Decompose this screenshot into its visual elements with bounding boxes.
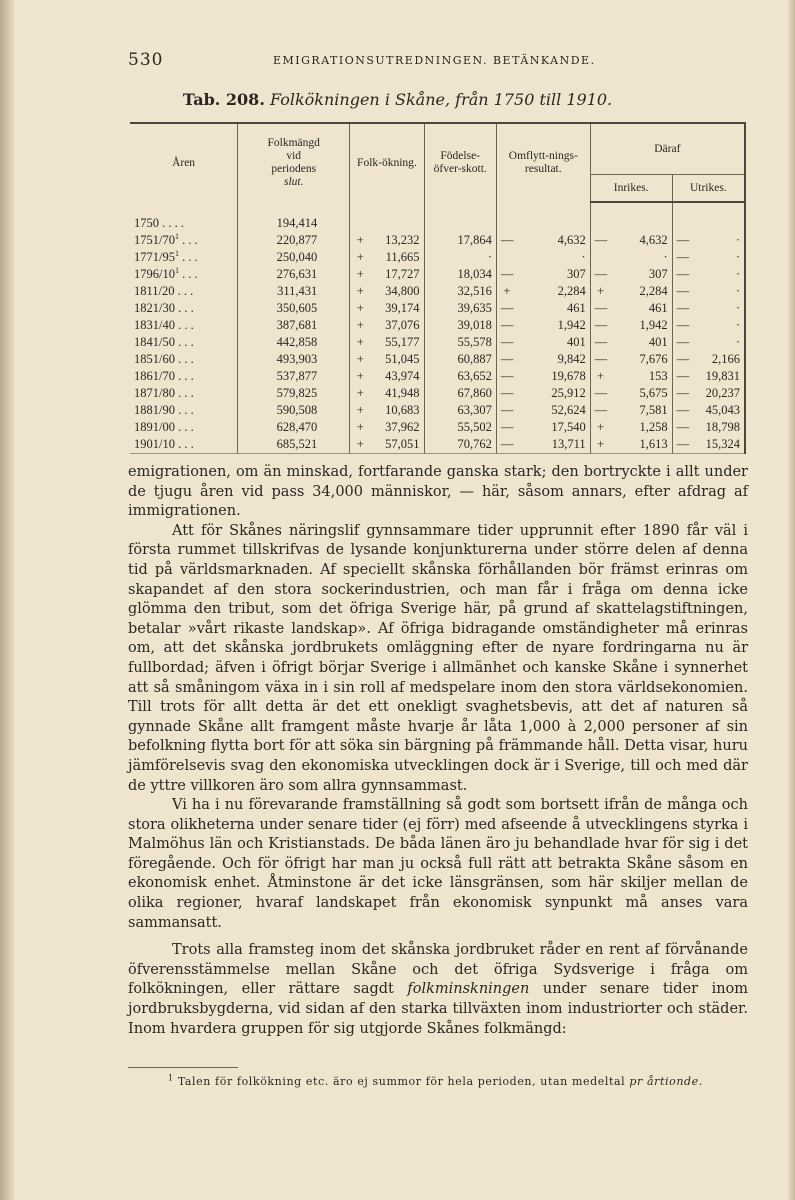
population-table: [130, 122, 746, 454]
cell-excess: 70,762: [424, 436, 496, 454]
cell-domestic: + 153: [590, 368, 672, 385]
cell-excess: 32,516: [424, 283, 496, 300]
cell-years: $1751/70^1$ . . .: [130, 232, 238, 249]
cell-population: 579,825: [238, 385, 350, 402]
cell-increase: + 37,076: [350, 317, 424, 334]
cell-foreign: — 45,043: [672, 402, 745, 419]
cell-population: 442,858: [238, 334, 350, 351]
paragraph: emigrationen, om än minskad, fortfarande ganska stark; den bortryckte i allt under de tjugu åren vid pass 34,000 människor, — här, såsom annars, efter afdrag af immigrationen.: [128, 464, 748, 520]
cell-years: 1901/10 . . .: [130, 436, 238, 454]
cell-migration: ·: [496, 249, 590, 266]
cell-domestic: + 1,613: [590, 436, 672, 454]
cell-years: 1891/00 . . .: [130, 419, 238, 436]
col-header-thereof: Däraf: [590, 123, 745, 175]
cell-domestic: + 1,258: [590, 419, 672, 436]
cell-excess: 63,307: [424, 402, 496, 419]
cell-excess: 55,578: [424, 334, 496, 351]
cell-foreign: — ·: [672, 249, 745, 266]
emphasis: folkminskningen: [407, 981, 530, 998]
table-row: [130, 266, 745, 283]
footnote: [128, 1074, 748, 1090]
cell-domestic: — 4,632: [590, 232, 672, 249]
cell-excess: 55,502: [424, 419, 496, 436]
paragraph: Trots alla framsteg inom det skånska jordbruket råder en rent af förvånande öfverensstämmelse mellan Skåne och det öfriga Sydsverige i fråga om folkökningen, eller rättare sagdt folkminskningen under senare tider inom jordbruksbygderna, vid sidan af den starka tillväxten inom industriorter och städer. Inom hvardera gruppen för sig utgjorde Skånes folkmängd:: [128, 942, 749, 1037]
table-row: [130, 402, 745, 419]
cell-excess: 39,635: [424, 300, 496, 317]
cell-population: 537,877: [238, 368, 350, 385]
cell-domestic: — 307: [590, 266, 672, 283]
cell-foreign: — 2,166: [672, 351, 745, 368]
book-spine-shadow: [0, 0, 14, 1200]
cell-population: 276,631: [238, 266, 350, 283]
cell-foreign: — ·: [672, 317, 745, 334]
footnote-rule: [128, 1067, 238, 1068]
col-header-foreign: Utrikes.: [672, 175, 745, 203]
cell-domestic: — 1,942: [590, 317, 672, 334]
footnote-mark: 1: [168, 1073, 174, 1083]
cell-population: 628,470: [238, 419, 350, 436]
cell-foreign: — ·: [672, 266, 745, 283]
cell-increase: + 11,665: [350, 249, 424, 266]
cell-increase: + 43,974: [350, 368, 424, 385]
cell-domestic: — 7,581: [590, 402, 672, 419]
table-row: [130, 351, 745, 368]
table-row: [130, 300, 745, 317]
cell-years: $1771/95^1$ . . .: [130, 249, 238, 266]
cell-population: 194,414: [238, 202, 350, 232]
cell-domestic: [590, 202, 672, 232]
cell-migration: — 25,912: [496, 385, 590, 402]
cell-increase: + 41,948: [350, 385, 424, 402]
col-header-years: Åren: [130, 123, 238, 202]
cell-years: 1881/90 . . .: [130, 402, 238, 419]
cell-migration: — 401: [496, 334, 590, 351]
cell-migration: — 13,711: [496, 436, 590, 454]
cell-domestic: — 5,675: [590, 385, 672, 402]
cell-foreign: [672, 202, 745, 232]
cell-increase: + 57,051: [350, 436, 424, 454]
cell-population: 220,877: [238, 232, 350, 249]
cell-years: 1831/40 . . .: [130, 317, 238, 334]
cell-domestic: ·: [590, 249, 672, 266]
footnote-emphasis: pr årtionde.: [629, 1075, 703, 1088]
cell-foreign: — 20,237: [672, 385, 745, 402]
cell-years: 1841/50 . . .: [130, 334, 238, 351]
table-body: [130, 202, 745, 454]
cell-population: 250,040: [238, 249, 350, 266]
table-row: [130, 419, 745, 436]
cell-increase: + 37,962: [350, 419, 424, 436]
table-caption: [0, 90, 795, 109]
cell-years: 1861/70 . . .: [130, 368, 238, 385]
table-row: [130, 317, 745, 334]
cell-migration: — 17,540: [496, 419, 590, 436]
cell-years: 1750 . . . .: [130, 202, 238, 232]
cell-migration: — 19,678: [496, 368, 590, 385]
col-header-domestic: Inrikes.: [590, 175, 672, 203]
cell-years: 1811/20 . . .: [130, 283, 238, 300]
cell-foreign: — ·: [672, 334, 745, 351]
cell-years: 1871/80 . . .: [130, 385, 238, 402]
cell-increase: + 39,174: [350, 300, 424, 317]
cell-migration: — 1,942: [496, 317, 590, 334]
cell-excess: 63,652: [424, 368, 496, 385]
table-label: Tab. 208.: [182, 90, 265, 109]
cell-population: 311,431: [238, 283, 350, 300]
table-row: [130, 385, 745, 402]
cell-excess: 60,887: [424, 351, 496, 368]
cell-migration: — 52,624: [496, 402, 590, 419]
table-row: [130, 334, 745, 351]
page-number: 530: [128, 50, 164, 70]
cell-excess: 39,018: [424, 317, 496, 334]
cell-excess: 17,864: [424, 232, 496, 249]
cell-foreign: — 18,798: [672, 419, 745, 436]
cell-migration: — 461: [496, 300, 590, 317]
cell-excess: 18,034: [424, 266, 496, 283]
table-row: [130, 368, 745, 385]
page-edge-shadow: [787, 0, 795, 1200]
table-title: Folkökningen i Skåne, från 1750 till 1910.: [269, 90, 613, 109]
cell-excess: 67,860: [424, 385, 496, 402]
footnote-text: Talen för folkökning etc. äro ej summor för hela perioden, utan medeltal: [177, 1075, 626, 1088]
cell-population: 350,605: [238, 300, 350, 317]
cell-migration: — 4,632: [496, 232, 590, 249]
paragraph: Vi ha i nu förevarande framställning så godt som bortsett ifrån de många och stora olikheterna under senare tider (ej förr) med afseende å utvecklingens styrka i Malmöhus län och Kristianstads. De båda länen äro ju behandlade hvar för sig i det föregående. Och för öfrigt har man ju också full rätt att betrakta Skåne såsom en ekonomisk enhet. Åtminstone är det icke länsgränsen, som här skiljer mellan de olika regioner, hvaraf landskapet från ekonomisk synpunkt må anses vara sammansatt.: [128, 797, 748, 931]
table-row: [130, 232, 745, 249]
cell-population: 685,521: [238, 436, 350, 454]
col-header-migration: Omflytt-nings-resultat.: [496, 123, 590, 202]
body-text: [128, 463, 748, 1039]
cell-population: 493,903: [238, 351, 350, 368]
cell-domestic: — 7,676: [590, 351, 672, 368]
cell-increase: + 17,727: [350, 266, 424, 283]
cell-population: 387,681: [238, 317, 350, 334]
cell-years: 1851/60 . . .: [130, 351, 238, 368]
cell-increase: + 55,177: [350, 334, 424, 351]
cell-foreign: — ·: [672, 300, 745, 317]
cell-increase: + 34,800: [350, 283, 424, 300]
cell-increase: + 51,045: [350, 351, 424, 368]
cell-increase: + 10,683: [350, 402, 424, 419]
cell-years: 1821/30 . . .: [130, 300, 238, 317]
table-row: [130, 283, 745, 300]
cell-migration: — 307: [496, 266, 590, 283]
running-title: EMIGRATIONSUTREDNINGEN. BETÄNKANDE.: [273, 54, 596, 67]
cell-foreign: — ·: [672, 283, 745, 300]
cell-foreign: — ·: [672, 232, 745, 249]
cell-domestic: — 401: [590, 334, 672, 351]
cell-migration: — 9,842: [496, 351, 590, 368]
col-header-increase: Folk-ökning.: [350, 123, 424, 202]
col-header-population: Folkmängd vid periodens slut.: [238, 123, 350, 202]
cell-domestic: + 2,284: [590, 283, 672, 300]
cell-migration: [496, 202, 590, 232]
cell-increase: [350, 202, 424, 232]
cell-excess: ·: [424, 249, 496, 266]
table-row: [130, 202, 745, 232]
table-row: [130, 249, 745, 266]
cell-excess: [424, 202, 496, 232]
col-header-excess: Födelse-öfver-skott.: [424, 123, 496, 202]
cell-foreign: — 15,324: [672, 436, 745, 454]
paragraph: Att för Skånes näringslif gynnsammare tider upprunnit efter 1890 får väl i första rummet tillskrifvas de lysande konjunkturerna under större delen af denna tid på världsmarknaden. Af speciellt skånska förhållanden bör främst erinras om skapandet af den stora sockerindustrien, och man får i fråga om denna icke glömma den tribut, som det öfriga Sverige här, på grund af skattelagstiftningen, betalar »vårt rikaste landskap». Af öfriga bidragande omständigheter må erinras om, att det skånska jordbrukets omläggning efter de nyare fordringarna nu är fullbordad; äfven i öfrigt börjar Sverige i allmänhet och kanske Skåne i synnerhet att så småningom växa in i sin roll af medspelare inom den stora världsekonomien. Till trots för allt detta är det ett onekligt svaghetsbevis, att det af naturen så gynnade Skåne allt framgent måste hvarje år låta 1,000 à 2,000 personer af sin befolkning flytta bort för att söka sin bärgning på främmande håll. Detta visar, huru jämförelsevis svag den ekonomiska utvecklingen dock är i Sverige, till och med där de yttre villkoren äro som allra gynnsammast.: [128, 522, 748, 794]
cell-domestic: — 461: [590, 300, 672, 317]
cell-population: 590,508: [238, 402, 350, 419]
table-row: [130, 436, 745, 454]
cell-increase: + 13,232: [350, 232, 424, 249]
cell-years: $1796/10^1$ . . .: [130, 266, 238, 283]
cell-foreign: — 19,831: [672, 368, 745, 385]
cell-migration: + 2,284: [496, 283, 590, 300]
